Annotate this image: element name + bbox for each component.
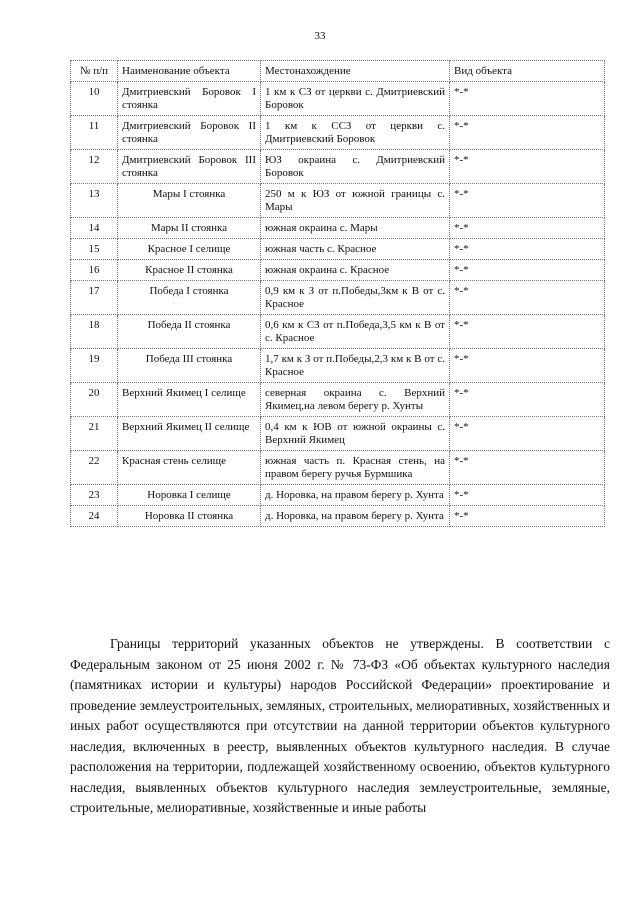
row-name: Победа I стоянка	[118, 281, 261, 315]
header-type: Вид объекта	[450, 61, 605, 82]
row-name: Мары II стоянка	[118, 218, 261, 239]
row-name: Норовка II стоянка	[118, 506, 261, 527]
row-location: 0,9 км к З от п.Победы,3км к В от с. Красное	[261, 281, 450, 315]
row-location: южная окраина с. Красное	[261, 260, 450, 281]
row-location: южная часть с. Красное	[261, 239, 450, 260]
row-location: 1 км к СЗ от церкви с. Дмитриевский Боровок	[261, 82, 450, 116]
row-type: *-*	[450, 451, 605, 485]
row-type: *-*	[450, 281, 605, 315]
row-name: Красная стень селище	[118, 451, 261, 485]
row-number: 16	[71, 260, 118, 281]
table-row	[71, 485, 605, 506]
row-number: 13	[71, 184, 118, 218]
row-number: 21	[71, 417, 118, 451]
row-number: 23	[71, 485, 118, 506]
table-row	[71, 82, 605, 116]
row-location: 1,7 км к З от п.Победы,2,3 км к В от с. Красное	[261, 349, 450, 383]
table-row	[71, 150, 605, 184]
row-location: 0,4 км к ЮВ от южной окраины с. Верхний Якимец	[261, 417, 450, 451]
row-number: 24	[71, 506, 118, 527]
row-type: *-*	[450, 315, 605, 349]
table-row	[71, 383, 605, 417]
header-location: Местонахождение	[261, 61, 450, 82]
row-type: *-*	[450, 184, 605, 218]
row-name: Норовка I селище	[118, 485, 261, 506]
row-number: 20	[71, 383, 118, 417]
row-number: 14	[71, 218, 118, 239]
row-type: *-*	[450, 485, 605, 506]
objects-table	[70, 60, 605, 527]
row-name: Победа III стоянка	[118, 349, 261, 383]
row-location: северная окраина с. Верхний Якимец,на левом берегу р. Хунты	[261, 383, 450, 417]
row-type: *-*	[450, 260, 605, 281]
header-name: Наименование объекта	[118, 61, 261, 82]
row-location: южная часть п. Красная стень, на правом берегу ручья Бурмшика	[261, 451, 450, 485]
row-name: Дмитриевский Боровок II стоянка	[118, 116, 261, 150]
row-name: Верхний Якимец I селище	[118, 383, 261, 417]
table-row	[71, 218, 605, 239]
row-type: *-*	[450, 349, 605, 383]
row-type: *-*	[450, 116, 605, 150]
row-type: *-*	[450, 417, 605, 451]
row-name: Мары I стоянка	[118, 184, 261, 218]
row-number: 17	[71, 281, 118, 315]
table-row	[71, 116, 605, 150]
row-location: южная окраина с. Мары	[261, 218, 450, 239]
table-row	[71, 506, 605, 527]
row-location: д. Норовка, на правом берегу р. Хунта	[261, 485, 450, 506]
row-type: *-*	[450, 383, 605, 417]
row-type: *-*	[450, 239, 605, 260]
row-number: 10	[71, 82, 118, 116]
row-type: *-*	[450, 150, 605, 184]
row-number: 19	[71, 349, 118, 383]
row-name: Красное II стоянка	[118, 260, 261, 281]
row-number: 22	[71, 451, 118, 485]
row-number: 18	[71, 315, 118, 349]
table-header-row	[71, 61, 605, 82]
table-row	[71, 281, 605, 315]
row-location: ЮЗ окраина с. Дмитриевский Боровок	[261, 150, 450, 184]
row-location: 1 км к ССЗ от церкви с. Дмитриевский Боровок	[261, 116, 450, 150]
row-type: *-*	[450, 218, 605, 239]
row-number: 12	[71, 150, 118, 184]
row-type: *-*	[450, 82, 605, 116]
row-number: 11	[71, 116, 118, 150]
table-row	[71, 451, 605, 485]
table-row	[71, 349, 605, 383]
row-name: Победа II стоянка	[118, 315, 261, 349]
row-location: 0,6 км к СЗ от п.Победа,3,5 км к В от с. Красное	[261, 315, 450, 349]
row-name: Дмитриевский Боровок III стоянка	[118, 150, 261, 184]
page-number: 33	[314, 30, 326, 42]
table-row	[71, 260, 605, 281]
table-row	[71, 239, 605, 260]
row-type: *-*	[450, 506, 605, 527]
table-row	[71, 184, 605, 218]
table-row	[71, 315, 605, 349]
row-name: Дмитриевский Боровок I стоянка	[118, 82, 261, 116]
table-row	[71, 417, 605, 451]
row-number: 15	[71, 239, 118, 260]
row-name: Верхний Якимец II селище	[118, 417, 261, 451]
row-location: 250 м к ЮЗ от южной границы с. Мары	[261, 184, 450, 218]
row-name: Красное I селище	[118, 239, 261, 260]
body-paragraph: Границы территорий указанных объектов не утверждены. В соответствии с Федеральным законом от 25 июня 2002 г. № 73-ФЗ «Об объектах культурного наследия (памятниках истории и культуры) народов Российской Федерации» проектирование и проведение землеустроительных, земляных, строительных, мелиоративных, хозяйственных и иных работ осуществляются при отсутствии на данной территории объектов культурного наследия, включенных в реестр, выявленных объектов культурного наследия. В случае расположения на территории, подлежащей хозяйственному освоению, объектов культурного наследия, выявленных объектов культурного наследия землеустроительные, земляные, строительные, мелиоративные, хозяйственные и иные работы	[70, 636, 610, 815]
row-location: д. Норовка, на правом берегу р. Хунта	[261, 506, 450, 527]
header-number: № п/п	[71, 61, 118, 82]
